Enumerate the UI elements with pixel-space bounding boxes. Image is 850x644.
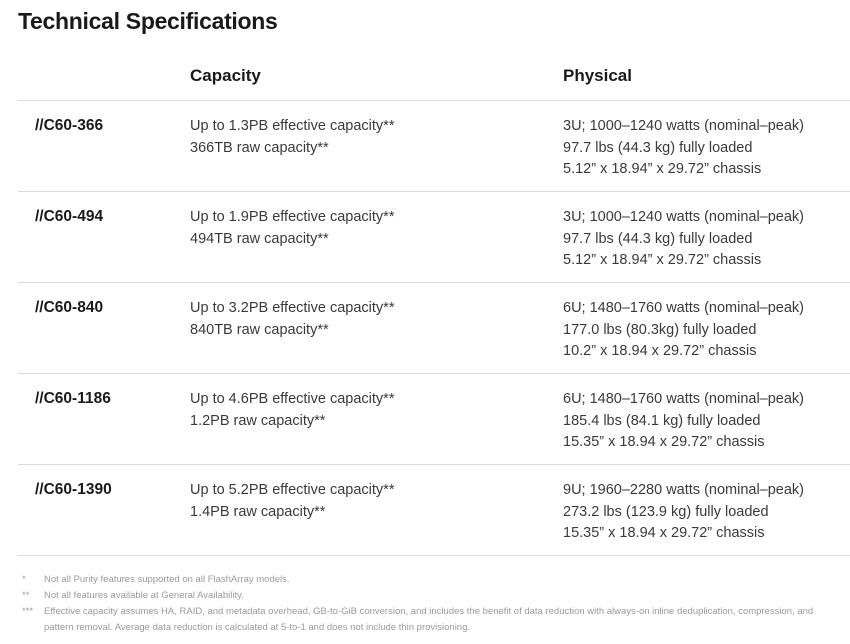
physical-line: 273.2 lbs (123.9 kg) fully loaded: [563, 503, 769, 520]
physical-line: 9U; 1960–2280 watts (nominal–peak): [563, 482, 805, 498]
physical-line: 10.2” x 18.94 x 29.72” chassis: [563, 343, 757, 359]
model-name: //C60-1390: [35, 481, 112, 498]
capacity-cell: [190, 298, 394, 341]
physical-column-header: Physical: [563, 66, 632, 85]
physical-line: 185.4 lbs (84.1 kg) fully loaded: [563, 412, 761, 429]
capacity-cell: [190, 207, 394, 250]
capacity-line: 1.2PB raw capacity**: [190, 412, 326, 429]
footnote: [18, 572, 838, 588]
model-name: //C60-494: [35, 208, 104, 225]
physical-line: 177.0 lbs (80.3kg) fully loaded: [563, 321, 757, 338]
table-row: [18, 283, 850, 374]
physical-line: 3U; 1000–1240 watts (nominal–peak): [563, 209, 805, 225]
capacity-line: Up to 1.3PB effective capacity**: [190, 118, 395, 134]
physical-cell: [563, 116, 804, 181]
physical-line: 15.35” x 18.94 x 29.72” chassis: [563, 434, 765, 450]
footnote-text: Effective capacity assumes HA, RAID, and metadata overhead, GB-to-GiB conversion, and includes the benefit of data reduction with always-on inline deduplication, compression, and pattern removal. Average data reduction is calculated at 5-to-1 and does not include thin provisioning.: [44, 606, 814, 633]
physical-line: 97.7 lbs (44.3 kg) fully loaded: [563, 230, 753, 247]
capacity-line: 366TB raw capacity**: [190, 139, 329, 156]
table-row: [18, 101, 850, 192]
physical-line: 97.7 lbs (44.3 kg) fully loaded: [563, 139, 753, 156]
capacity-line: Up to 3.2PB effective capacity**: [190, 300, 395, 316]
capacity-line: Up to 1.9PB effective capacity**: [190, 209, 395, 225]
capacity-line: Up to 4.6PB effective capacity**: [190, 391, 395, 407]
capacity-line: Up to 5.2PB effective capacity**: [190, 482, 395, 498]
table-row: [18, 192, 850, 283]
physical-line: 5.12” x 18.94” x 29.72” chassis: [563, 161, 762, 177]
capacity-line: 840TB raw capacity**: [190, 321, 329, 338]
physical-line: 3U; 1000–1240 watts (nominal–peak): [563, 118, 805, 134]
footnote-mark: *: [22, 574, 26, 585]
footnote: [18, 604, 838, 636]
physical-line: 6U; 1480–1760 watts (nominal–peak): [563, 391, 805, 407]
capacity-cell: [190, 116, 394, 159]
capacity-line: 1.4PB raw capacity**: [190, 503, 326, 520]
footnote-mark: **: [22, 590, 30, 601]
physical-line: 6U; 1480–1760 watts (nominal–peak): [563, 300, 805, 316]
capacity-cell: [190, 389, 394, 432]
footnote-text: Not all Purity features supported on all FlashArray models.: [44, 574, 290, 585]
physical-cell: [563, 207, 804, 272]
physical-line: 15.35” x 18.94 x 29.72” chassis: [563, 525, 765, 541]
spec-table: [18, 101, 850, 556]
capacity-cell: [190, 480, 394, 523]
physical-cell: [563, 480, 804, 545]
model-name: //C60-840: [35, 299, 104, 316]
capacity-column-header: Capacity: [190, 66, 261, 85]
model-name: //C60-1186: [35, 390, 111, 407]
footnote-text: Not all features available at General Availability.: [44, 590, 244, 601]
model-name: //C60-366: [35, 117, 104, 134]
footnote: [18, 588, 838, 604]
table-row: [18, 465, 850, 556]
physical-cell: [563, 389, 804, 454]
table-row: [18, 374, 850, 465]
capacity-line: 494TB raw capacity**: [190, 230, 329, 247]
physical-cell: [563, 298, 804, 363]
physical-line: 5.12” x 18.94” x 29.72” chassis: [563, 252, 762, 268]
footnote-mark: ***: [22, 606, 34, 617]
footnotes: [18, 572, 838, 636]
page-title: Technical Specifications: [18, 8, 278, 34]
